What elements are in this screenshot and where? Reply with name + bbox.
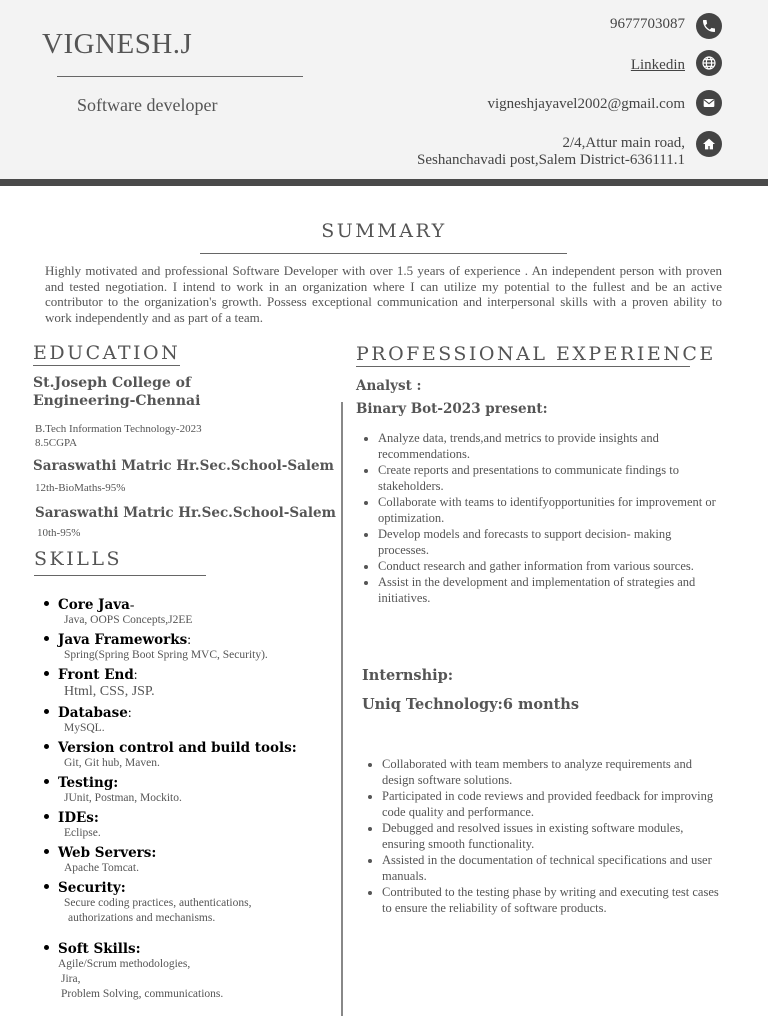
name-underline	[57, 76, 303, 77]
school-2-name: Saraswathi Matric Hr.Sec.School-Salem	[35, 505, 336, 521]
header-divider-bar	[0, 179, 768, 186]
skill-sep: -	[129, 597, 135, 612]
college-name-line-1: St.Joseph College of	[33, 375, 191, 391]
job-bullet: • Conduct research and gather information from various sources.	[378, 558, 722, 574]
column-divider	[341, 402, 343, 1016]
school-1-name: Saraswathi Matric Hr.Sec.School-Salem	[33, 458, 334, 474]
internship-bullet: • Debugged and resolved issues in existing software modules, ensuring smooth functionality.	[382, 820, 723, 852]
skill-desc: JUnit, Postman, Mockito.	[64, 792, 182, 804]
job-bullet: • Assist in the development and implementation of strategies and initiatives.	[378, 574, 722, 606]
skill-name: Web Servers:	[58, 845, 157, 861]
skill-item	[38, 807, 333, 841]
address-line-1: 2/4,Attur main road,	[562, 135, 685, 151]
skill-name: Version control and build tools:	[58, 740, 297, 756]
college-name-line-2: Engineering-Chennai	[33, 393, 201, 409]
skill-name: Security:	[58, 880, 126, 896]
cgpa: 8.5CGPA	[35, 437, 78, 449]
globe-icon	[696, 50, 722, 76]
degree-info	[35, 422, 202, 450]
degree: B.Tech Information Technology-2023	[35, 423, 202, 435]
linkedin-link[interactable]: Linkedin	[630, 57, 685, 73]
school-1-detail: 12th-BioMaths-95%	[35, 482, 126, 494]
skill-item	[38, 877, 333, 926]
skill-name: IDEs:	[58, 810, 99, 826]
skill-name: Core Java	[58, 597, 130, 613]
internship-label: Internship:	[362, 667, 454, 684]
phone-number: 9677703087	[610, 16, 685, 32]
skill-desc: Spring(Spring Boot Spring MVC, Security).	[64, 649, 268, 661]
skills-heading: SKILLS	[34, 548, 122, 570]
summary-paragraph: Highly motivated and professional Software Developer with over 1.5 years of experience . An independent person with proven and tested negotiation. I intend to work in an organization where I can utilize my potential to the fullest and be an active contributor to the organization's growth. Possess exceptional communication and interpersonal skills with a proven ability to work independently and as part of a team.	[45, 263, 722, 325]
address	[417, 135, 685, 169]
skill-desc: Problem Solving, communications.	[61, 988, 224, 1000]
job-bullet: • Collaborate with teams to identifyopportunities for improvement or optimization.	[378, 494, 722, 526]
experience-heading: PROFESSIONAL EXPERIENCE	[356, 343, 716, 365]
skill-desc: Agile/Scrum methodologies,	[58, 958, 191, 970]
skill-desc: Java, OOPS Concepts,J2EE	[64, 614, 193, 626]
candidate-role: Software developer	[77, 95, 218, 115]
skill-desc: Html, CSS, JSP.	[64, 684, 155, 699]
skill-name: Front End	[58, 667, 134, 683]
skills-list	[38, 594, 333, 1002]
skill-item	[38, 629, 333, 663]
skill-sep: :	[127, 705, 132, 720]
internship-bullet: • Assisted in the documentation of technical specifications and user manuals.	[382, 852, 723, 884]
job-bullet: • Create reports and presentations to communicate findings to stakeholders.	[378, 462, 722, 494]
skill-item	[38, 772, 333, 806]
skill-item	[38, 842, 333, 876]
skill-name: Testing:	[58, 775, 119, 791]
job-bullet: • Develop models and forecasts to support decision- making processes.	[378, 526, 722, 558]
education-heading: EDUCATION	[33, 342, 181, 364]
internship-bullet: • Collaborated with team members to analyze requirements and design software solutions.	[382, 756, 723, 788]
address-line-2: Seshanchavadi post,Salem District-636111.1	[416, 152, 685, 168]
email-address: vigneshjayavel2002@gmail.com	[487, 96, 685, 112]
home-icon	[696, 131, 722, 157]
skill-desc: Secure coding practices, authentications,	[64, 897, 252, 909]
phone-icon	[696, 13, 722, 39]
skill-item	[38, 702, 333, 736]
summary-heading: SUMMARY	[321, 220, 447, 242]
skill-desc: Git, Git hub, Maven.	[64, 757, 160, 769]
skill-name: Database	[58, 705, 128, 721]
envelope-icon	[696, 90, 722, 116]
skill-desc: Eclipse.	[64, 827, 101, 839]
internship-bullet: • Contributed to the testing phase by writing and executing test cases to ensure the reliability of software products.	[382, 884, 723, 916]
skill-item	[38, 737, 333, 771]
experience-rule	[356, 366, 690, 367]
skill-sep: :	[187, 632, 191, 647]
candidate-name: VIGNESH.J	[42, 28, 193, 60]
job-role: Analyst :	[356, 378, 422, 394]
internship-bullets	[361, 756, 723, 916]
skill-desc: Apache Tomcat.	[64, 862, 139, 874]
job-company: Binary Bot-2023 present:	[356, 401, 548, 417]
summary-rule	[200, 253, 567, 254]
job-bullets	[357, 430, 722, 606]
school-2-detail: 10th-95%	[37, 527, 81, 539]
linkedin-link-wrap[interactable]	[631, 57, 685, 74]
skill-desc: Jira,	[61, 973, 81, 985]
skill-name: Java Frameworks	[58, 632, 188, 648]
skill-item	[38, 664, 333, 701]
skill-desc: authorizations and mechanisms.	[68, 912, 216, 924]
skill-item	[38, 594, 333, 628]
skills-rule	[34, 575, 206, 576]
skill-name: Soft Skills:	[58, 941, 141, 957]
skill-item	[38, 938, 333, 1002]
internship-bullet: • Participated in code reviews and provided feedback for improving code quality and performance.	[382, 788, 723, 820]
internship-company: Uniq Technology:6 months	[362, 696, 580, 713]
skill-desc: MySQL.	[64, 722, 105, 734]
college-name	[33, 374, 200, 410]
education-rule	[33, 365, 180, 366]
job-bullet: • Analyze data, trends,and metrics to provide insights and recommendations.	[378, 430, 722, 462]
skill-sep: :	[133, 667, 138, 682]
